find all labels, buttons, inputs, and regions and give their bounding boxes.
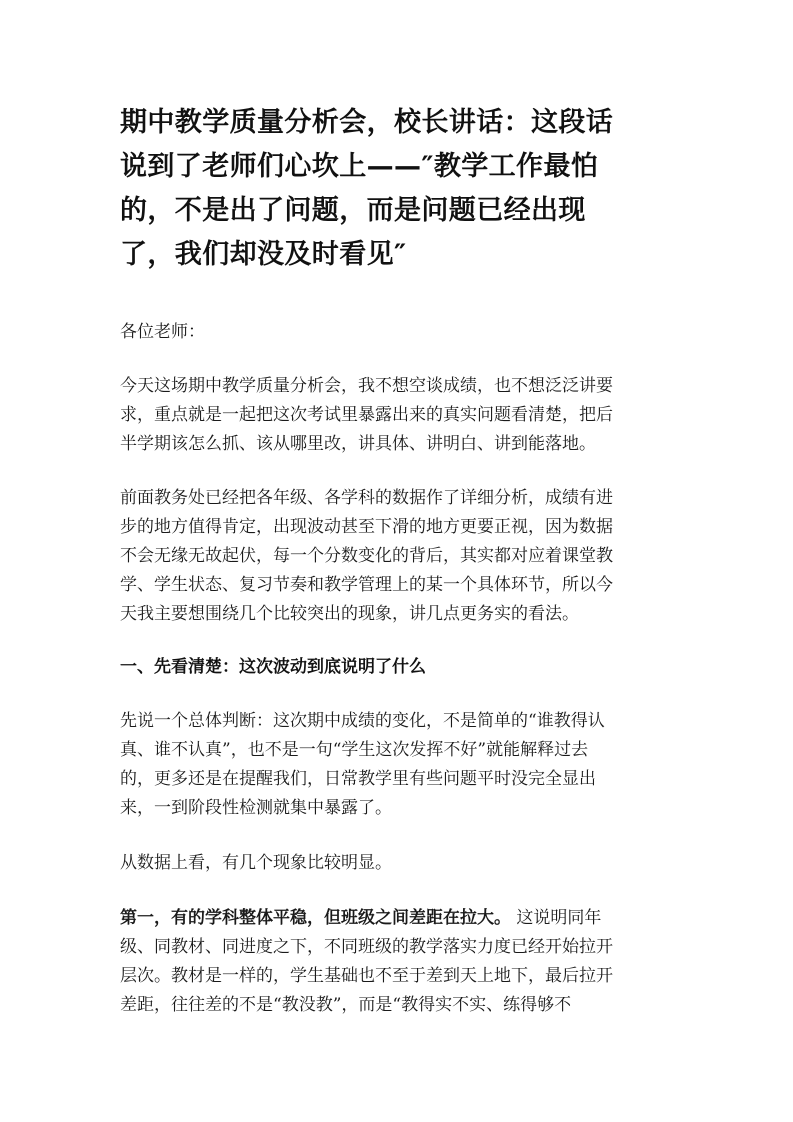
paragraph-line: 差距，往往差的不是“教没教”，而是“教得实不实、练得够不: [120, 995, 572, 1015]
article-title: [120, 101, 660, 277]
data-observation: 从数据上看，有几个现象比较明显。: [120, 853, 392, 873]
title-line: 期中教学质量分析会，校长讲话：这段话: [120, 107, 614, 138]
title-line: 了，我们却没及时看见″: [120, 239, 407, 270]
paragraph-line: 的，更多还是在提醒我们，日常教学里有些问题平时没完全显出: [120, 769, 596, 789]
paragraph-line: 学、学生状态、复习节奏和教学管理上的某一个具体环节，所以今: [120, 575, 613, 595]
paragraph-line: 前面教务处已经把各年级、各学科的数据作了详细分析，成绩有进: [120, 488, 613, 508]
section-heading: 一、先看清楚：这次波动到底说明了什么: [120, 657, 426, 677]
paragraph-line: 求，重点就是一起把这次考试里暴露出来的真实问题看清楚，把后: [120, 405, 613, 425]
paragraph-line: 层次。教材是一样的，学生基础也不至于差到天上地下，最后拉开: [120, 966, 613, 986]
point-lead-rest: 这说明同年: [511, 908, 602, 928]
paragraph-line: 半学期该怎么抓、该从哪里改，讲具体、讲明白、讲到能落地。: [120, 434, 596, 454]
point-lead: 第一，有的学科整体平稳，但班级之间差距在拉大。: [120, 908, 511, 928]
paragraph-line: 步的地方值得肯定，出现波动甚至下滑的地方更要正视，因为数据: [120, 517, 613, 537]
section-paragraph: [120, 707, 675, 823]
analysis-paragraph: [120, 484, 675, 629]
paragraph-line: 先说一个总体判断：这次期中成绩的变化，不是简单的“谁教得认: [120, 711, 605, 731]
paragraph-line: 今天这场期中教学质量分析会，我不想空谈成绩，也不想泛泛讲要: [120, 376, 613, 396]
point-paragraph: [120, 904, 675, 1020]
paragraph-line: 级、同教材、同进度之下，不同班级的教学落实力度已经开始拉开: [120, 937, 613, 957]
greeting: 各位老师：: [120, 322, 205, 342]
paragraph-line: 天我主要想围绕几个比较突出的现象，讲几点更务实的看法。: [120, 604, 579, 624]
paragraph-line: [120, 904, 675, 933]
paragraph-line: 来，一到阶段性检测就集中暴露了。: [120, 798, 392, 818]
paragraph-line: 真、谁不认真”，也不是一句“学生这次发挥不好”就能解释过去: [120, 740, 589, 760]
title-line: 说到了老师们心坎上——″教学工作最怕: [120, 151, 599, 182]
intro-paragraph: [120, 372, 675, 459]
title-line: 的，不是出了问题，而是问题已经出现: [120, 195, 586, 226]
paragraph-line: 不会无缘无故起伏，每一个分数变化的背后，其实都对应着课堂教: [120, 546, 613, 566]
